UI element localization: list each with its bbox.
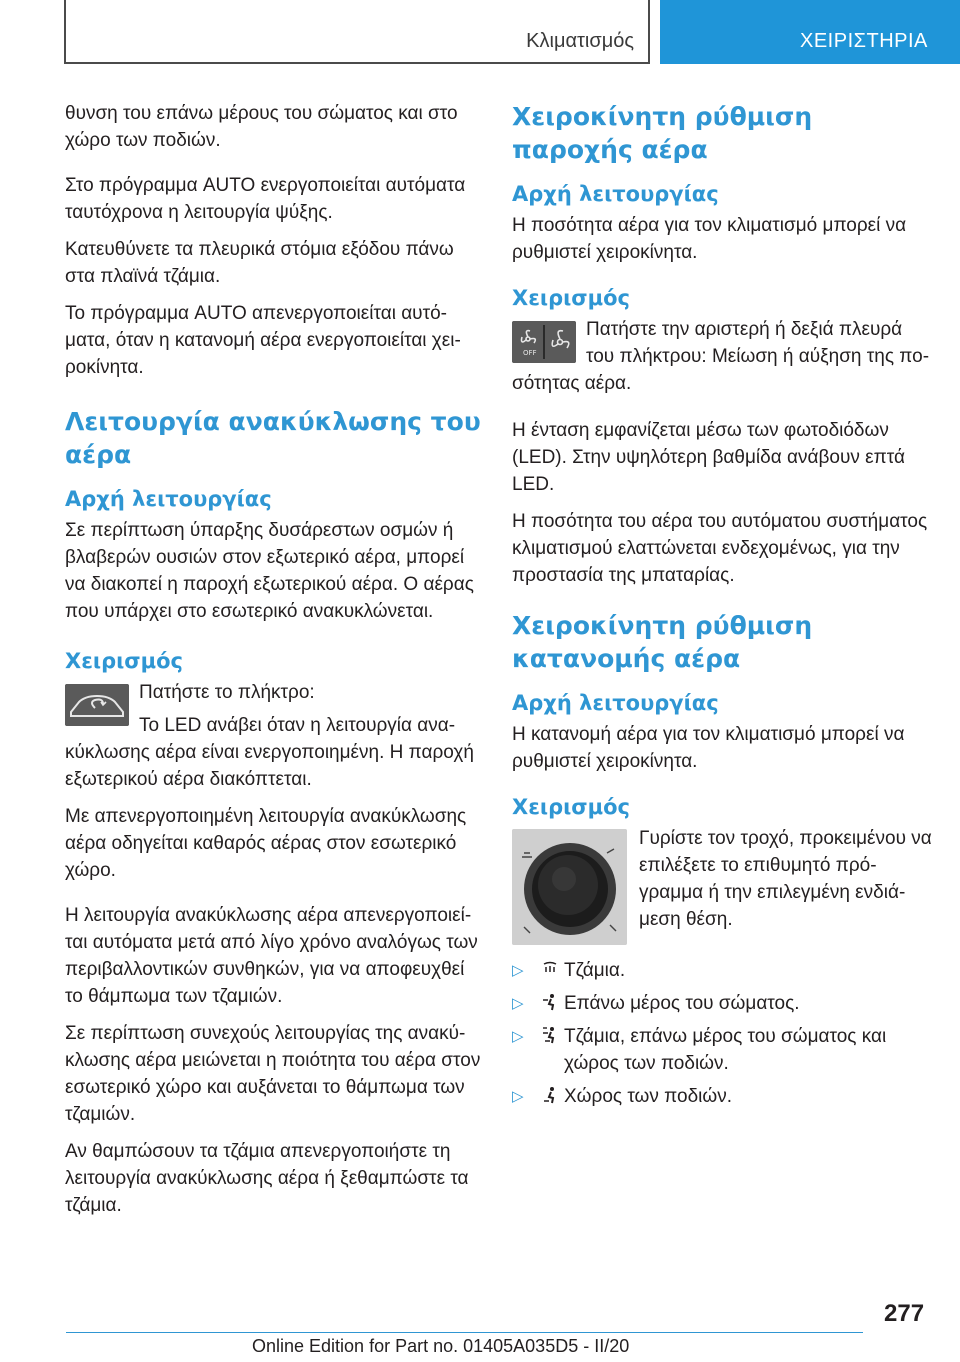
heading-principle: Αρχή λειτουργίας	[65, 487, 272, 511]
list-item	[512, 1083, 932, 1110]
paragraph: Η λειτουργία ανακύκλωσης αέρα απενεργοποιείται αυτόματα μετά από λίγο χρόνο αναλόγως των περιβαλλοντικών συνθηκών, για να αποφευχθεί το θάμπωμα των τζαμιών.	[65, 905, 478, 1007]
paragraph: Το LED ανάβει όταν η λειτουργία ανακύκλωσης αέρα είναι ενεργοποιημένη. Η παροχή εξωτερικού αέρα διακόπτεται.	[65, 715, 474, 790]
bullet-icon: ▷	[512, 995, 524, 1012]
page-number: 277	[884, 1300, 925, 1327]
distribution-instruction	[512, 825, 932, 945]
heading-manual-distribution: Χειροκίνητη ρύθμιση κατανομής αέρα	[512, 611, 813, 673]
list-item	[512, 990, 932, 1017]
paragraph: Η ποσότητα αέρα για τον κλιματισμό μπορεί να ρυθμιστεί χειροκίνητα.	[512, 215, 907, 263]
right-column	[512, 100, 932, 1116]
paragraph: Η ποσότητα του αέρα του αυτόματου συστήματος κλιματισμού ελαττώνεται ενδεχομένως, για την προστασία της μπαταρίας.	[512, 511, 928, 586]
paragraph: Η ένταση εμφανίζεται μέσω των φωτοδιόδων (LED). Στην υψηλότερη βαθμίδα ανάβουν επτά LED.	[512, 420, 905, 495]
paragraph: θυνση του επάνω μέρους του σώματος και στο χώρο των ποδιών.	[65, 103, 458, 151]
section-title: Κλιματισμός	[526, 30, 634, 52]
bullet-icon: ▷	[512, 962, 524, 979]
list-item-label: Τζάμια.	[564, 960, 626, 981]
heading-principle: Αρχή λειτουργίας	[512, 691, 719, 715]
upper-body-icon	[542, 993, 558, 1011]
heading-operation: Χειρισμός	[65, 649, 183, 673]
heading-recirculation: Λειτουργία ανακύκλωσης του αέρα	[65, 407, 481, 469]
left-column	[65, 100, 485, 1229]
fan-off-label: OFF	[523, 349, 537, 357]
heading-manual-airflow: Χειροκίνητη ρύθμιση παροχής αέρα	[512, 102, 813, 164]
paragraph: Στο πρόγραμμα AUTO ενεργοποιείται αυτόματα ταυτόχρονα η λειτουργία ψύξης.	[65, 175, 466, 223]
footwell-icon	[542, 1086, 558, 1104]
chapter-tab-label: ΧΕΙΡΙΣΤΗΡΙΑ	[800, 30, 928, 52]
header-section-box	[64, 0, 650, 64]
airflow-instruction	[512, 316, 932, 407]
list-item-label: Επάνω μέρος του σώματος.	[564, 993, 800, 1014]
heading-principle: Αρχή λειτουργίας	[512, 182, 719, 206]
list-item	[512, 1023, 932, 1077]
paragraph: Γυρίστε τον τροχό, προκειμένου να επιλέξετε το επιθυμητό πρόγραμμα ή την επιλεγμένη ενδιάμεση θέση.	[639, 828, 932, 930]
paragraph: Η κατανομή αέρα για τον κλιματισμό μπορεί να ρυθμιστεί χειροκίνητα.	[512, 724, 905, 772]
recirculation-instruction	[65, 679, 485, 803]
paragraph: Αν θαμπώσουν τα τζάμια απενεργοποιήστε τη λειτουργία ανακύκλωσης αέρα ή ξεθαμπώστε τα τζάμια.	[65, 1141, 469, 1216]
footer-edition: Online Edition for Part no. 01405A035D5 - II/20	[252, 1336, 630, 1356]
heading-operation: Χειρισμός	[512, 286, 630, 310]
paragraph: Πατήστε το πλήκτρο:	[139, 682, 315, 703]
paragraph: Σε περίπτωση συνεχούς λειτουργίας της ανακύκλωσης αέρα μειώνεται η ποιότητα του αέρα στον εσωτερικό χώρο και αυξάνεται το θάμπωμα των τζαμιών.	[65, 1023, 481, 1125]
list-item-label: Χώρος των ποδιών.	[564, 1086, 732, 1107]
bullet-icon: ▷	[512, 1088, 524, 1105]
footer-divider	[66, 1332, 863, 1333]
distribution-wheel-image	[512, 829, 627, 945]
paragraph: Το πρόγραμμα AUTO απενεργοποιείται αυτόματα, όταν η κατανομή αέρα ενεργοποιείται χειροκίνητα.	[65, 303, 461, 378]
paragraph: Σε περίπτωση ύπαρξης δυσάρεστων οσμών ή βλαβερών ουσιών στον εξωτερικό αέρα, μπορεί να διακοπεί η παροχή εξωτερικού αέρα. Ο αέρας που υπάρχει στο εσωτερικό ανακυκλώνεται.	[65, 520, 474, 622]
list-item	[512, 957, 932, 984]
recirculation-button-icon	[65, 684, 129, 726]
fan-speed-button-icon	[512, 321, 576, 363]
windshield-body-feet-icon	[542, 1026, 558, 1044]
paragraph: Κατευθύνετε τα πλευρικά στόμια εξόδου πάνω στα πλαϊνά τζάμια.	[65, 239, 454, 287]
windshield-icon	[542, 960, 558, 978]
bullet-icon: ▷	[512, 1028, 524, 1045]
heading-operation: Χειρισμός	[512, 795, 630, 819]
paragraph: Πατήστε την αριστερή ή δεξιά πλευρά του πλήκτρου: Μείωση ή αύξηση της ποσότητας αέρα.	[512, 319, 930, 394]
list-item-label: Τζάμια, επάνω μέρος του σώματος και χώρος των ποδιών.	[564, 1026, 887, 1074]
chapter-tab[interactable]	[660, 0, 960, 64]
distribution-options-list	[512, 957, 932, 1110]
paragraph: Με απενεργοποιημένη λειτουργία ανακύκλωσης αέρα οδηγείται καθαρός αέρας στον εσωτερικό χώρο.	[65, 806, 467, 881]
